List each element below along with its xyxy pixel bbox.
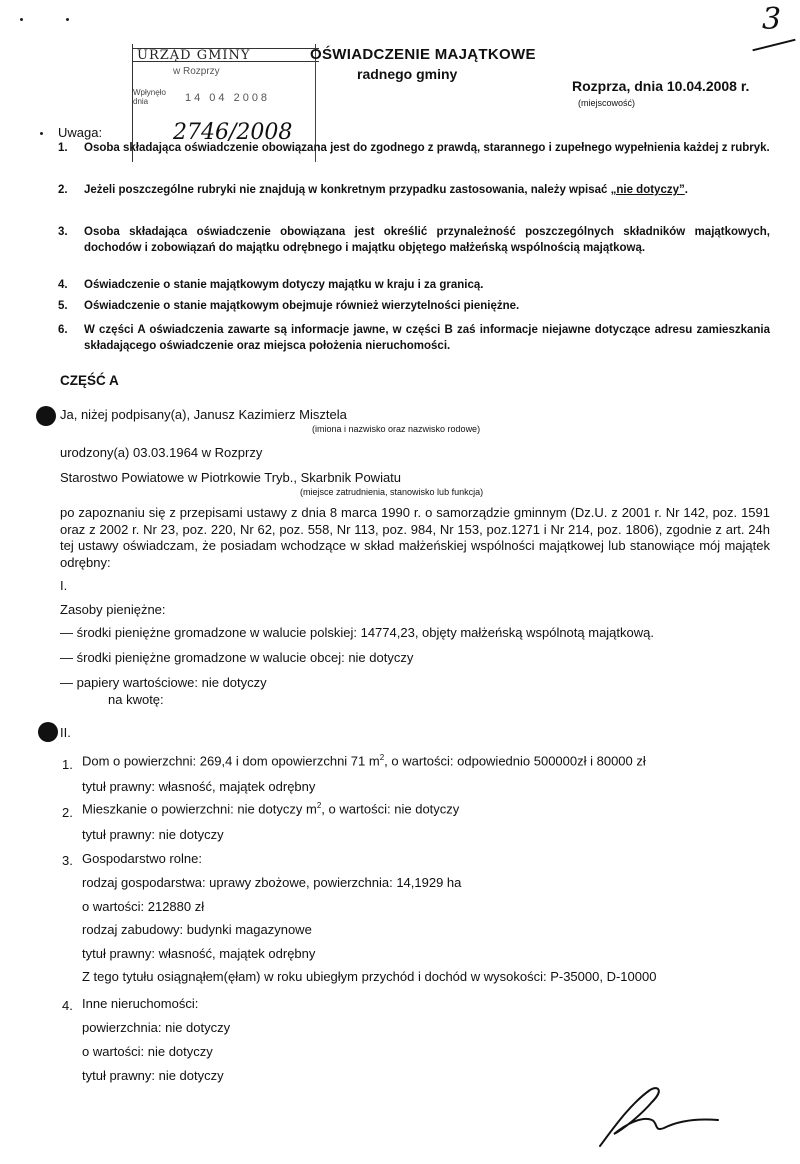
place-caption: (miejscowość) [578, 98, 636, 108]
page-number: 3 [762, 2, 782, 37]
document-subtitle: radnego gminy [357, 66, 458, 82]
apartment-line: Mieszkanie o powierzchni: nie dotyczy $m^2$, o wartości: nie dotyczy [82, 801, 460, 817]
farm-title-line: tytuł prawny: własność, majątek odrębny [82, 946, 316, 961]
cash-foreign-line: — środki pieniężne gromadzone w walucie obcej: nie dotyczy [60, 650, 414, 665]
note-item [58, 277, 770, 293]
item-number: 2. [62, 805, 73, 820]
securities-line: — papiery wartościowe: nie dotyczy [60, 675, 267, 690]
declarant-line: Ja, niżej podpisany(a), Janusz Kazimierz Misztela [60, 407, 347, 422]
note-text: Oświadczenie o stanie majątkowym dotyczy majątku w kraju i za granicą. [84, 279, 484, 291]
note-number: 5. [58, 300, 68, 312]
scan-speck [66, 18, 69, 21]
other-area-line: powierzchnia: nie dotyczy [82, 1020, 231, 1035]
note-item [58, 140, 770, 156]
scan-speck [40, 132, 43, 135]
note-text: Osoba składająca oświadczenie obowiązana jest określić przynależność poszczególnych składników majątkowych, dochodów i zobowiązań do majątku odrębnego i majątku objętego małżeńską wspólnością majątkową. [84, 226, 770, 254]
note-item [58, 182, 770, 198]
securities-amount-line: na kwotę: [108, 692, 164, 707]
place-and-date: Rozprza, dnia 10.04.2008 r. [572, 78, 750, 94]
document-title: OŚWIADCZENIE MAJĄTKOWE [310, 46, 536, 63]
note-item [58, 224, 770, 256]
farm-income-line: Z tego tytułu osiągnąłem(ęłam) w roku ubiegłym przychód i dochód w wysokości: P-35000, D-10000 [82, 969, 657, 984]
item-number: 4. [62, 998, 73, 1013]
stamp-received-label: Wpłynęło dnia [133, 88, 166, 106]
born-line: urodzony(a) 03.03.1964 w Rozprzy [60, 445, 263, 460]
stamp-place: w Rozprzy [173, 66, 220, 77]
notes-label: Uwaga: [58, 125, 103, 140]
farm-line: Gospodarstwo rolne: [82, 851, 202, 866]
hole-punch-mark [36, 406, 56, 426]
page-number-underline [752, 39, 795, 52]
farm-value-line: o wartości: 212880 zł [82, 899, 205, 914]
note-number: 3. [58, 226, 68, 238]
stamp-office: URZĄD GMINY [133, 48, 319, 62]
section-2-numeral: II. [60, 725, 71, 740]
note-underlined-phrase: „nie dotyczy” [610, 184, 685, 196]
stamp-registry-number: 2746/2008 [173, 120, 293, 145]
note-text: Oświadczenie o stanie majątkowym obejmuje również wierzytelności pieniężne. [84, 300, 520, 312]
note-number: 1. [58, 142, 68, 154]
note-text: Jeżeli poszczególne rubryki nie znajdują w konkretnym przypadku zastosowania, należy wpisać „nie dotyczy”. [84, 184, 688, 196]
section-1-numeral: I. [60, 578, 68, 593]
note-number: 6. [58, 324, 68, 336]
item-number: 3. [62, 853, 73, 868]
note-number: 4. [58, 279, 68, 291]
note-text: W części A oświadczenia zawarte są informacje jawne, w części B zaś informacje niejawne dotyczące adresu zamieszkania składającego oświadczenie oraz miejsca położenia nieruchomości. [84, 324, 770, 352]
section-1-label: Zasoby pieniężne: [60, 602, 166, 617]
note-number: 2. [58, 184, 68, 196]
note-item [58, 298, 770, 314]
other-value-line: o wartości: nie dotyczy [82, 1044, 213, 1059]
other-title-line: tytuł prawny: nie dotyczy [82, 1068, 224, 1083]
farm-type-line: rodzaj gospodarstwa: uprawy zbożowe, powierzchnia: 14,1929 ha [82, 875, 462, 890]
stamp-received-date: 14 04 2008 [185, 92, 271, 104]
cash-pln-line: — środki pieniężne gromadzone w walucie polskiej: 14774,23, objęty małżeńską wspólnotą majątkową. [60, 625, 654, 640]
signature-scribble [592, 1080, 722, 1150]
part-a-heading: CZĘŚĆ A [60, 373, 119, 388]
house-line: Dom o powierzchni: 269,4 i dom opowierzchni 71 $m^2$, o wartości: odpowiednio 500000zł i 80000 zł [82, 753, 646, 769]
farm-buildings-line: rodzaj zabudowy: budynki magazynowe [82, 922, 312, 937]
item-number: 1. [62, 757, 73, 772]
employment-caption: (miejsce zatrudnienia, stanowisko lub funkcja) [300, 487, 484, 497]
other-property-line: Inne nieruchomości: [82, 996, 199, 1011]
hole-punch-mark [38, 722, 58, 742]
declarant-caption: (imiona i nazwisko oraz nazwisko rodowe) [312, 424, 481, 434]
legal-paragraph: po zapoznaniu się z przepisami ustawy z dnia 8 marca 1990 r. o samorządzie gminnym (Dz.U. z 2001 r. Nr 142, poz. 1591 oraz z 2002 r. Nr 23, poz. 220, Nr 62, poz. 558, Nr 113, poz. 984, Nr 153, poz.1271 i Nr 214, poz. 1806), zgodnie z art. 24h tej ustawy oświadczam, że posiadam wchodzące w skład małżeńskiej wspólności majątkowej lub stanowiące mój majątek odrębny: [60, 505, 770, 570]
apartment-title-line: tytuł prawny: nie dotyczy [82, 827, 224, 842]
note-text: Osoba składająca oświadczenie obowiązana jest do zgodnego z prawdą, starannego i zupełnego wypełnienia każdej z rubryk. [84, 142, 770, 154]
employment-line: Starostwo Powiatowe w Piotrkowie Tryb., Skarbnik Powiatu [60, 470, 402, 485]
scan-speck [20, 18, 23, 21]
house-title-line: tytuł prawny: własność, majątek odrębny [82, 779, 316, 794]
note-item [58, 322, 770, 354]
